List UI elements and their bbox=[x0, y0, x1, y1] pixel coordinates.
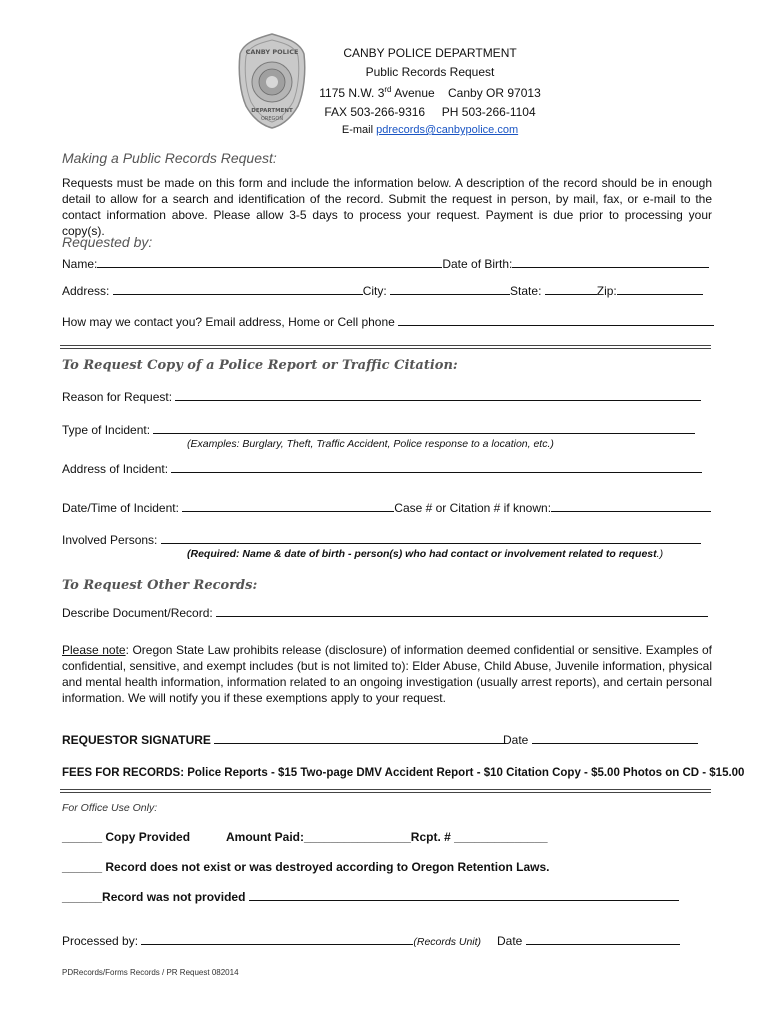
not-provided-row bbox=[62, 889, 679, 904]
signature-date-row bbox=[503, 732, 698, 747]
zip-label: Zip: bbox=[596, 284, 617, 298]
no-record-blank[interactable]: ______ bbox=[62, 860, 103, 874]
department-name: CANBY POLICE DEPARTMENT bbox=[343, 46, 517, 60]
rcpt-label: Rcpt. # bbox=[410, 830, 455, 844]
form-title: Public Records Request bbox=[365, 64, 495, 79]
footer-text: PDRecords/Forms Records / PR Request 082014 bbox=[62, 968, 239, 977]
involved-label: Involved Persons: bbox=[62, 533, 161, 547]
office-use-heading: For Office Use Only: bbox=[62, 802, 158, 814]
contact-row bbox=[62, 314, 714, 329]
case-label: Case # or Citation # if known: bbox=[394, 501, 552, 515]
police-badge-logo bbox=[236, 32, 308, 130]
amount-paid-blank[interactable]: ________________ bbox=[304, 830, 411, 844]
not-provided-blank[interactable]: ______ bbox=[62, 890, 103, 904]
no-record-label: Record does not exist or was destroyed according to Oregon Retention Laws. bbox=[102, 860, 550, 874]
copy-provided-row bbox=[62, 830, 190, 844]
city-field[interactable] bbox=[390, 283, 510, 295]
reason-field[interactable] bbox=[175, 389, 701, 401]
no-record-row bbox=[62, 860, 549, 874]
dob-label: Date of Birth: bbox=[442, 257, 513, 271]
fees-line: FEES FOR RECORDS: Police Reports - $15 Two-page DMV Accident Report - $10 Citation Copy - $5.00 Photos on CD - $15.00 bbox=[62, 767, 745, 779]
datetime-field[interactable] bbox=[182, 500, 394, 512]
involved-row bbox=[62, 532, 701, 547]
address-label: Address: bbox=[62, 284, 113, 298]
reason-label: Reason for Request: bbox=[62, 390, 176, 404]
email-line: E-mail pdrecords@canbypolice.com bbox=[341, 124, 519, 136]
datetime-row bbox=[62, 500, 711, 515]
rcpt-blank[interactable]: ______________ bbox=[454, 830, 548, 844]
reason-row bbox=[62, 389, 701, 404]
describe-field[interactable] bbox=[216, 605, 708, 617]
badge-state-text: OREGON bbox=[260, 116, 284, 122]
please-note-label: Please note bbox=[62, 643, 126, 657]
signature-label: REQUESTOR SIGNATURE bbox=[62, 733, 215, 747]
processed-by-label: Processed by: bbox=[62, 934, 142, 948]
dob-field[interactable] bbox=[512, 256, 709, 268]
city-label: City: bbox=[362, 284, 391, 298]
name-label: Name: bbox=[62, 257, 98, 271]
processed-date-label: Date bbox=[497, 934, 526, 948]
involved-field[interactable] bbox=[161, 532, 701, 544]
describe-row bbox=[62, 605, 708, 620]
type-row bbox=[62, 422, 695, 437]
incident-address-row bbox=[62, 461, 702, 476]
zip-field[interactable] bbox=[617, 283, 703, 295]
contact-label: How may we contact you? Email address, Home or Cell phone bbox=[62, 315, 399, 329]
name-field[interactable] bbox=[97, 256, 442, 268]
copy-provided-label: Copy Provided bbox=[102, 830, 191, 844]
describe-label: Describe Document/Record: bbox=[62, 606, 217, 620]
copy-provided-blank[interactable]: ______ bbox=[62, 830, 103, 844]
type-field[interactable] bbox=[153, 422, 695, 434]
not-provided-field[interactable] bbox=[249, 889, 679, 901]
requested-by-heading: Requested by: bbox=[62, 234, 153, 250]
processed-date-field[interactable] bbox=[526, 933, 680, 945]
incident-address-label: Address of Incident: bbox=[62, 462, 172, 476]
making-request-heading: Making a Public Records Request: bbox=[62, 150, 277, 166]
address-field[interactable] bbox=[113, 283, 363, 295]
signature-row bbox=[62, 732, 506, 747]
amount-paid-row bbox=[226, 830, 548, 844]
police-report-heading: To Request Copy of a Police Report or Traffic Citation: bbox=[62, 358, 458, 373]
fax-phone: FAX 503-266-9316 PH 503-266-1104 bbox=[324, 104, 536, 119]
datetime-label: Date/Time of Incident: bbox=[62, 501, 183, 515]
badge-bottom-text: DEPARTMENT bbox=[251, 108, 293, 114]
processed-by-row bbox=[62, 933, 481, 948]
making-request-text: Requests must be made on this form and include the information below. A description of the record should be in enough detail to allow for a search and identification of the record. Submit the request in person, by mail, fax, or e-mail to the contact information above. Please allow 3-5 days to process your request. Payment is due prior to processing your copy(s). bbox=[62, 176, 712, 238]
signature-date-field[interactable] bbox=[532, 732, 698, 744]
type-examples: (Examples: Burglary, Theft, Traffic Accident, Police response to a location, etc.) bbox=[187, 438, 554, 450]
department-address: 1175 N.W. 3rd Avenue Canby OR 97013 bbox=[319, 85, 541, 100]
state-field[interactable] bbox=[545, 283, 597, 295]
type-label: Type of Incident: bbox=[62, 423, 154, 437]
amount-paid-label: Amount Paid: bbox=[226, 830, 304, 844]
other-records-heading: To Request Other Records: bbox=[62, 578, 258, 593]
records-unit-label: (Records Unit) bbox=[413, 936, 482, 948]
case-field[interactable] bbox=[551, 500, 711, 512]
involved-note: (Required: Name & date of birth - person(s) who had contact or involvement related to request.) bbox=[187, 548, 664, 560]
office-divider bbox=[60, 789, 711, 793]
address-row bbox=[62, 283, 703, 298]
email-link[interactable]: pdrecords@canbypolice.com bbox=[376, 124, 519, 136]
header-block bbox=[300, 44, 560, 140]
state-label: State: bbox=[510, 284, 545, 298]
please-note-paragraph: Please note: Oregon State Law prohibits release (disclosure) of information deemed confidential or sensitive. Examples of confidential, sensitive, and exempt includes (but is not limited to): Elder Abuse, Child Abuse, Juvenile information, physical and mental health information, information related to an ongoing investigation (usually arrest reports), and certain personal information. We will notify you if these exemptions apply to your request. bbox=[62, 643, 712, 705]
processed-by-field[interactable] bbox=[141, 933, 413, 945]
contact-field[interactable] bbox=[398, 314, 714, 326]
not-provided-label: Record was not provided bbox=[102, 890, 249, 904]
name-row bbox=[62, 256, 709, 271]
signature-field[interactable] bbox=[214, 732, 506, 744]
badge-top-text: CANBY POLICE bbox=[245, 48, 299, 56]
signature-date-label: Date bbox=[503, 733, 532, 747]
processed-date-row bbox=[497, 933, 680, 948]
section-divider bbox=[60, 345, 711, 349]
incident-address-field[interactable] bbox=[171, 461, 702, 473]
